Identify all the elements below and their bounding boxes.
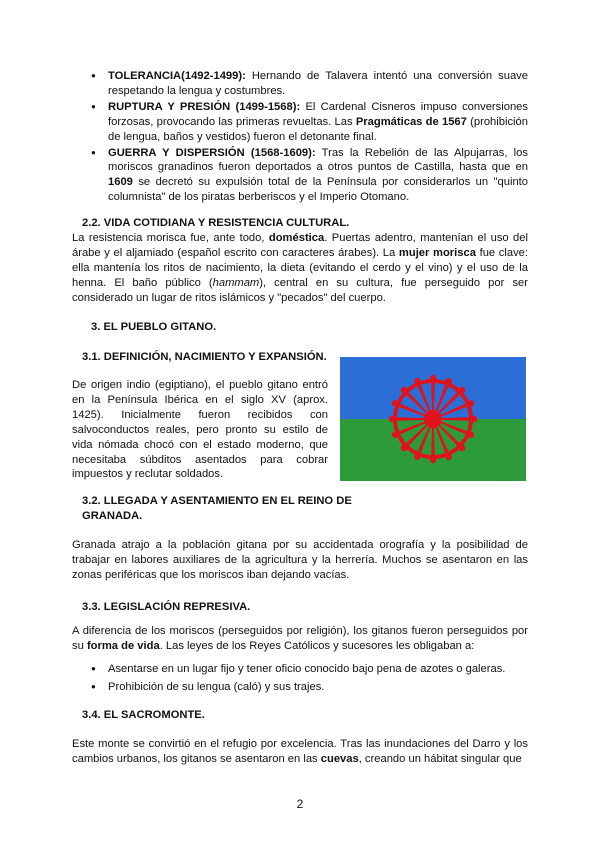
section-heading-2-2: 2.2. VIDA COTIDIANA Y RESISTENCIA CULTURAL. bbox=[82, 217, 350, 229]
section-heading-3-4: 3.4. EL SACROMONTE. bbox=[82, 709, 205, 721]
list-item: ● Prohibición de su lengua (caló) y sus trajes. bbox=[91, 680, 528, 695]
list-item: ● GUERRA Y DISPERSIÓN (1568-1609): Tras la Rebelión de las Alpujarras, los moriscos granadinos fueron deportados a otros puntos de Castilla, hasta que en 1609 se decretó su expulsión total de la Península por considerarlos un "quinto columnista" de los piratas berberiscos y el Imperio Otomano. bbox=[91, 146, 528, 206]
section-heading-3-1: 3.1. DEFINICIÓN, NACIMIENTO Y EXPANSIÓN. bbox=[82, 351, 327, 363]
wheel-spoke-tip bbox=[414, 454, 420, 460]
wheel-spoke-tip bbox=[401, 445, 407, 451]
wheel-spoke-tip bbox=[445, 378, 451, 384]
romani-flag-image bbox=[340, 357, 526, 481]
bullet-list-morisco-phases bbox=[91, 69, 528, 206]
section-heading-3-3: 3.3. LEGISLACIÓN REPRESIVA. bbox=[82, 601, 251, 613]
wheel-spoke-tip bbox=[414, 378, 420, 384]
section-heading-3-2: 3.2. LLEGADA Y ASENTAMIENTO EN EL REINO DE GRANADA. bbox=[82, 495, 352, 522]
wheel-spoke-tip bbox=[471, 416, 477, 422]
wheel-spoke-tip bbox=[468, 431, 474, 437]
wheel-spoke-tip bbox=[445, 454, 451, 460]
wheel-spoke-tip bbox=[401, 387, 407, 393]
list-item: ● Asentarse en un lugar fijo y tener oficio conocido bajo pena de azotes o galeras. bbox=[91, 662, 528, 677]
wheel-spoke-tip bbox=[430, 457, 436, 463]
wheel-spoke-tip bbox=[468, 400, 474, 406]
paragraph-3-1: De origen indio (egiptiano), el pueblo gitano entró en la Península Ibérica en el siglo XV (aprox. 1425). Inicialmente fueron recibidos con salvoconductos reales, pero pronto su estilo de vida nómada chocó con el estado moderno, que necesitaba súbditos asentados para cobrar impuestos y reclutar soldados. bbox=[72, 379, 328, 481]
page-number: 2 bbox=[296, 797, 304, 811]
paragraph-3-2: Granada atrajo a la población gitana por su accidentada orografía y la posibilidad de trabajar en labores auxiliares de la agricultura y la herrería. Muchos se asentaron en las zonas periféricas que los moriscos iban dejando vacías. bbox=[72, 539, 528, 581]
wheel-spoke-tip bbox=[430, 375, 436, 381]
wheel-spoke-tip bbox=[389, 416, 395, 422]
wheel-spoke-tip bbox=[392, 431, 398, 437]
bullet-list-laws bbox=[91, 662, 528, 698]
chakra-wheel-icon bbox=[389, 375, 477, 463]
section-heading-3: 3. EL PUEBLO GITANO. bbox=[91, 321, 217, 333]
list-item: ● RUPTURA Y PRESIÓN (1499-1568): El Cardenal Cisneros impuso conversiones forzosas, provocando las primeras revueltas. Las Pragmáticas de 1567 (prohibición de lengua, baños y vestidos) fueron el detonante final. bbox=[91, 100, 528, 145]
paragraph-3-3: A diferencia de los moriscos (perseguidos por religión), los gitanos fueron perseguidos por su forma de vida. Las leyes de los Reyes Católicos y sucesores les obligaban a: bbox=[72, 625, 528, 652]
wheel-hub bbox=[424, 410, 442, 428]
wheel-spoke-tip bbox=[459, 387, 465, 393]
paragraph-3-4: Este monte se convirtió en el refugio por excelencia. Tras las inundaciones del Darro y los cambios urbanos, los gitanos se asentaron en las cuevas, creando un hábitat singular que bbox=[72, 738, 528, 765]
paragraph-2-2: La resistencia morisca fue, ante todo, doméstica. Puertas adentro, mantenían el uso del árabe y el aljamiado (español escrito con caracteres árabes). La mujer morisca fue clave: ella mantenía los ritos de nacimiento, la dieta (evitando el cerdo y el vino) y el uso de la henna. El baño público (hammam), central en su cultura, fue perseguido por ser considerado un lugar de ritos islámicos y "pecados" del cuerpo. bbox=[72, 232, 529, 304]
wheel-spoke-tip bbox=[459, 445, 465, 451]
wheel-spoke-tip bbox=[392, 400, 398, 406]
list-item: ● TOLERANCIA(1492-1499): Hernando de Talavera intentó una conversión suave respetando la lengua y costumbres. bbox=[91, 69, 528, 99]
